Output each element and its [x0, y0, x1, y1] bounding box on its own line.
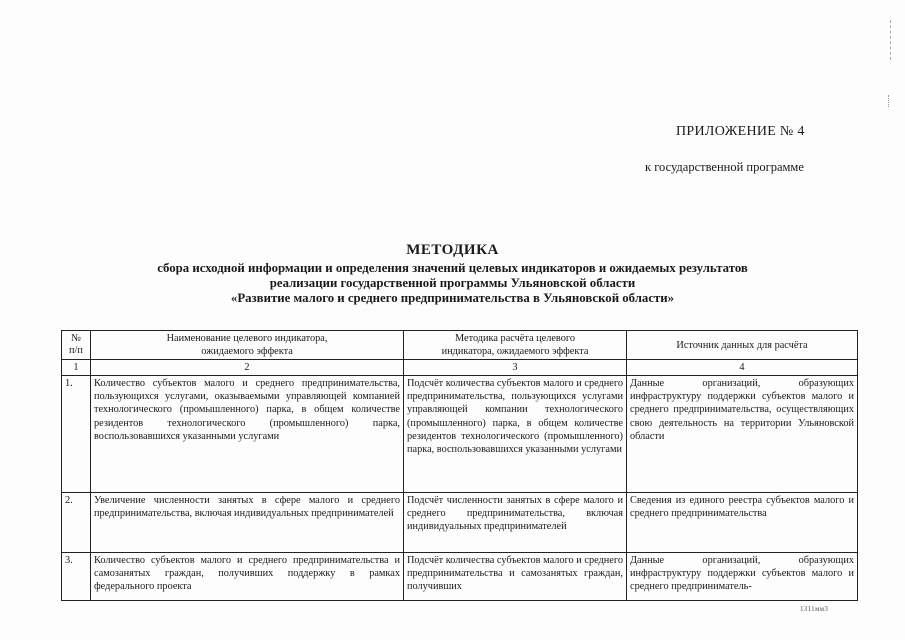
column-header: Наименование целевого индикатора, ожидаемого эффекта: [91, 331, 404, 360]
scan-margin-mark: [890, 20, 892, 60]
column-header: Источник данных для расчёта: [627, 331, 858, 360]
table-row: [62, 493, 858, 553]
column-number: 2: [91, 360, 404, 376]
indicator-name: Количество субъектов малого и среднего предпринимательства, пользующихся услугами, оказываемыми управляющей компанией технологического (промышленного) парка, в общем количестве резидентов технологического (промышленного) парка, воспользовавшихся указанными услугами: [91, 376, 404, 493]
methodology-table: [61, 330, 858, 601]
calculation-method: Подсчёт количества субъектов малого и среднего предпринимательства, пользующихся услугами управляющей компании технологического (промышленного) парка, в общем количестве резидентов технологического (промышленного) парка, воспользовавшихся указанными услугами: [404, 376, 627, 493]
indicator-name: Количество субъектов малого и среднего предпринимательства и самозанятых граждан, получивших поддержку в рамках федерального проекта: [91, 553, 404, 601]
table-row: [62, 376, 858, 493]
data-source: Данные организаций, образующих инфраструктуру поддержки субъектов малого и среднего предприниматель-: [627, 553, 858, 601]
indicator-name: Увеличение численности занятых в сфере малого и среднего предпринимательства, включая индивидуальных предпринимателей: [91, 493, 404, 553]
document-title-block: [0, 240, 905, 306]
data-source: Данные организаций, образующих инфраструктуру поддержки субъектов малого и среднего предпринимательства, осуществляющих свою деятельность на территории Ульяновской области: [627, 376, 858, 493]
row-number: 3.: [62, 553, 91, 601]
column-header: Методика расчёта целевого индикатора, ожидаемого эффекта: [404, 331, 627, 360]
column-header: № п/п: [62, 331, 91, 360]
column-number: 3: [404, 360, 627, 376]
document-title: МЕТОДИКА: [406, 242, 499, 258]
row-number: 1.: [62, 376, 91, 493]
appendix-subtitle: к государственной программе: [645, 160, 804, 174]
table-header-row: [62, 331, 858, 360]
calculation-method: Подсчёт численности занятых в сфере малого и среднего предпринимательства, включая индивидуальных предпринимателей: [404, 493, 627, 553]
document-title-line: реализации государственной программы Ульяновской области: [269, 276, 636, 290]
column-number: 4: [627, 360, 858, 376]
data-source: Сведения из единого реестра субъектов малого и среднего предпринимательства: [627, 493, 858, 553]
appendix-label: ПРИЛОЖЕНИЕ № 4: [676, 124, 805, 139]
scan-margin-mark: [888, 95, 892, 107]
row-number: 2.: [62, 493, 91, 553]
document-title-line: сбора исходной информации и определения значений целевых индикаторов и ожидаемых результатов: [157, 261, 748, 275]
column-number: 1: [62, 360, 91, 376]
column-number-row: [62, 360, 858, 376]
document-stamp: 1311мм3: [800, 605, 829, 613]
calculation-method: Подсчёт количества субъектов малого и среднего предпринимательства и самозанятых граждан, получивших: [404, 553, 627, 601]
document-title-line: «Развитие малого и среднего предпринимательства в Ульяновской области»: [230, 291, 675, 305]
table-row: [62, 553, 858, 601]
